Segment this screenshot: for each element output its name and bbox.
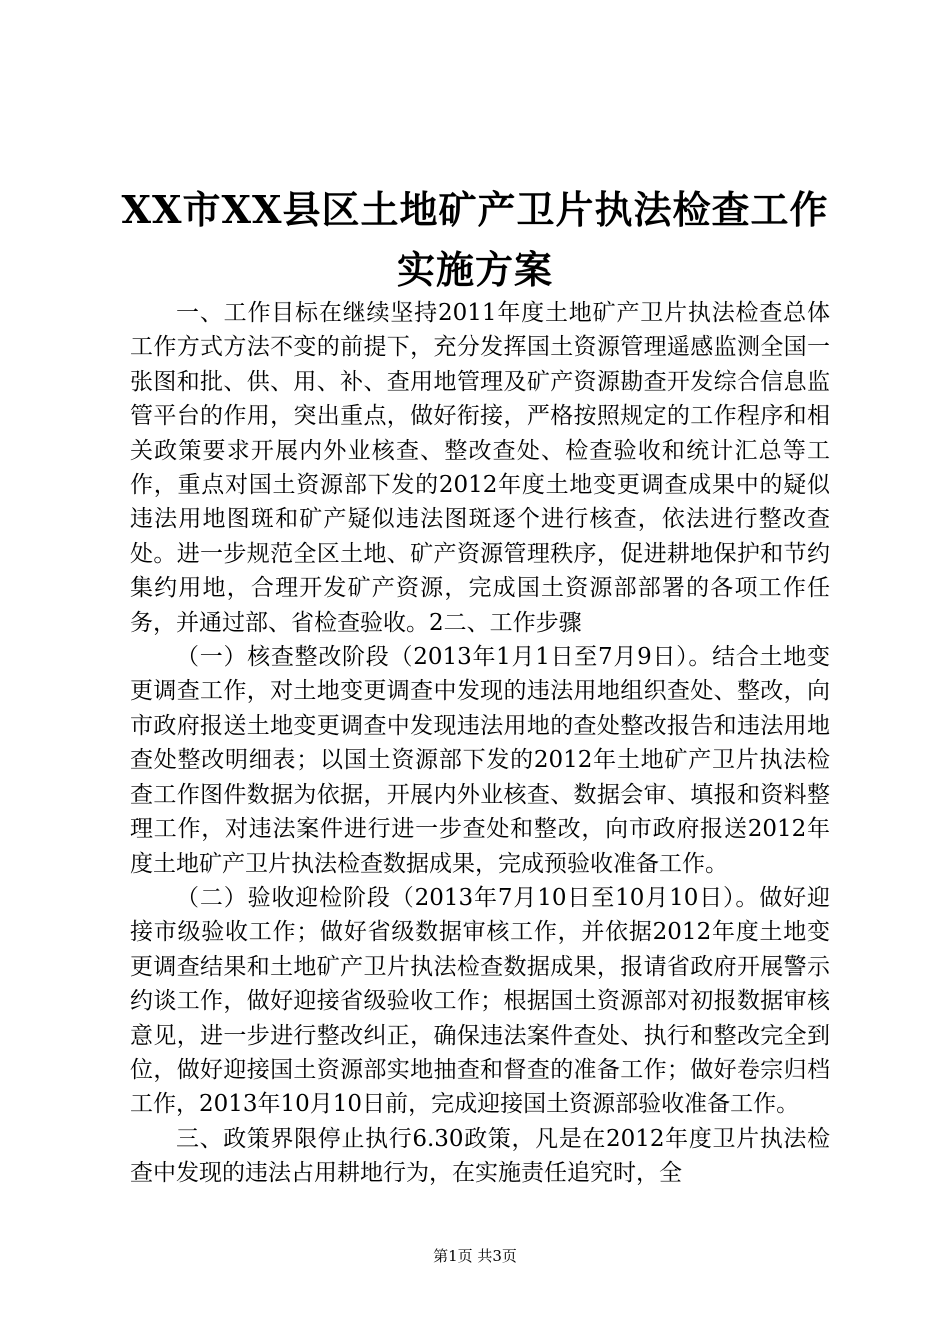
paragraph-acceptance-phase: （二）验收迎检阶段（2013年7月10日至10月10日）。做好迎接市级验收工作；做好省级数据审核工作，并依据2012年度土地变更调查结果和土地矿产卫片执法检查数据成果，报请省政府开展警示约谈工作，做好迎接省级验收工作；根据国土资源部对初报数据审核意见，进一步进行整改纠正，确保违法案件查处、执行和整改完全到位，做好迎接国土资源部实地抽查和督查的准备工作；做好卷宗归档工作，2013年10月10日前，完成迎接国土资源部验收准备工作。	[130, 884, 830, 1118]
paragraph-verification-phase: （一）核查整改阶段（2013年1月1日至7月9日）。结合土地变更调查工作，对土地变更调查中发现的违法用地组织查处、整改，向市政府报送土地变更调查中发现违法用地的查处整改报告和违法用地查处整改明细表；以国土资源部下发的2012年土地矿产卫片执法检查工作图件数据为依据，开展内外业核查、数据会审、填报和资料整理工作，对违法案件进行进一步查处和整改，向市政府报送2012年度土地矿产卫片执法检查数据成果，完成预验收准备工作。	[130, 644, 830, 877]
paragraph-policy-limits: 三、政策界限停止执行6.30政策，凡是在2012年度卫片执法检查中发现的违法占用耕地行为，在实施责任追究时，全	[130, 1125, 830, 1187]
document-body	[130, 296, 830, 1191]
page-number: 第1页 共3页	[433, 1247, 517, 1265]
document-title: XX市XX县区土地矿产卫片执法检查工作实施方案	[121, 187, 829, 292]
paragraph-work-objectives: 一、工作目标在继续坚持2011年度土地矿产卫片执法检查总体工作方式方法不变的前提下，充分发挥国土资源管理遥感监测全国一张图和批、供、用、补、查用地管理及矿产资源勘查开发综合信息监管平台的作用，突出重点，做好衔接，严格按照规定的工作程序和相关政策要求开展内外业核查、整改查处、检查验收和统计汇总等工作，重点对国土资源部下发的2012年度土地变更调查成果中的疑似违法用地图斑和矿产疑似违法图斑逐个进行核查，依法进行整改查处。进一步规范全区土地、矿产资源管理秩序，促进耕地保护和节约集约用地，合理开发矿产资源，完成国土资源部部署的各项工作任务，并通过部、省检查验收。2二、工作步骤	[130, 300, 830, 636]
